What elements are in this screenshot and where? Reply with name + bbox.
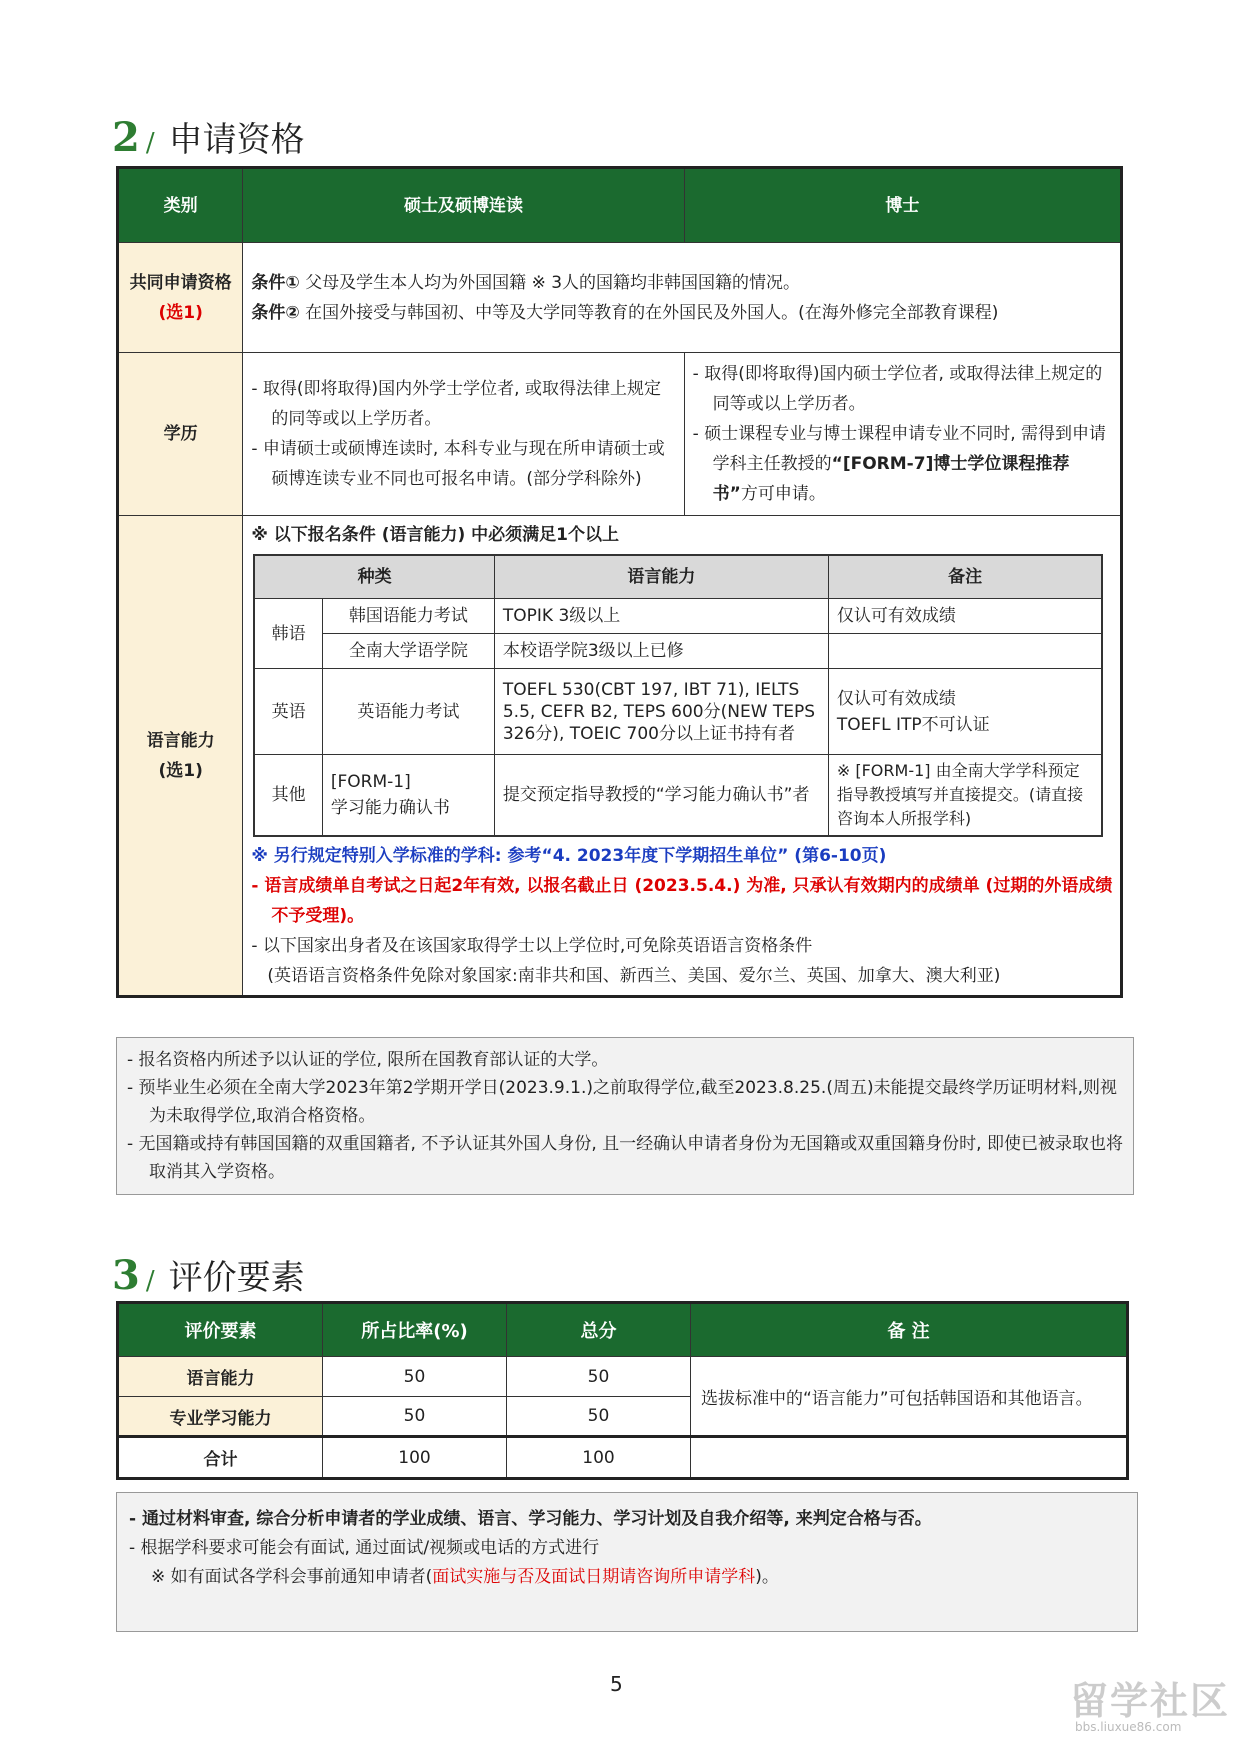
form-1-code: [FORM-1] [330, 772, 411, 792]
table-row [254, 634, 1102, 669]
list-item [693, 419, 1112, 509]
cell-ability: 本校语学院3级以上已修 [494, 634, 828, 669]
cell-type: 英语能力考试 [322, 669, 494, 755]
form-1-name: 学习能力确认书 [330, 798, 450, 818]
list-item: - 取得(即将取得)国内硕士学位者, 或取得法律上规定的同等或以上学历者。 [692, 364, 1103, 414]
page-number: 5 [610, 1672, 623, 1696]
list-item: - 预毕业生必须在全南大学2023年第2学期开学日(2023.9.1.)之前取得学位,截至2023.8.25.(周五)未能提交最终学历证明材料,则视为未取得学位,取消合格资格。 [127, 1078, 1117, 1126]
education-master [243, 353, 684, 516]
education-label: 学历 [118, 353, 243, 516]
section-number: 3 [112, 1252, 140, 1299]
exemption-note: - 以下国家出身者及在该国家取得学士以上学位时,可免除英语语言资格条件 [251, 936, 813, 956]
total-remark [691, 1437, 1128, 1479]
row-label-sub: (选1) [158, 302, 203, 323]
eval-ratio: 50 [323, 1357, 507, 1397]
common-eligibility-content [243, 243, 1122, 353]
table-row [254, 599, 1102, 634]
header-phd: 博士 [684, 168, 1121, 243]
education-phd [684, 353, 1121, 516]
eligibility-table [116, 166, 1123, 998]
eval-score: 50 [507, 1397, 691, 1437]
inner-header-type: 种类 [254, 555, 494, 599]
total-score: 100 [507, 1437, 691, 1479]
language-requirements-table [253, 554, 1103, 837]
inner-header-ability: 语言能力 [494, 555, 828, 599]
row-label: 语言能力 [146, 730, 215, 751]
total-label: 合计 [118, 1437, 323, 1479]
list-item: - 无国籍或持有韩国国籍的双重国籍者, 不予认证其外国人身份, 且一经确认申请者身份为无国籍或双重国籍身份时, 即使已被录取也将取消其入学资格。 [127, 1134, 1123, 1182]
section-number: 2 [112, 114, 140, 161]
cell-type [322, 755, 494, 837]
cell-type: 全南大学语学院 [322, 634, 494, 669]
header-category: 类别 [118, 168, 243, 243]
language-label [118, 516, 243, 997]
table-row [254, 755, 1102, 837]
section-title-text: 评价要素 [168, 1258, 305, 1298]
eval-item: 专业学习能力 [118, 1397, 323, 1437]
note-line: 仅认可有效成绩 [836, 688, 956, 709]
total-ratio: 100 [323, 1437, 507, 1479]
exemption-countries: (英语语言资格条件免除对象国家:南非共和国、新西兰、美国、爱尔兰、英国、加拿大、澳大利亚) [267, 966, 1001, 986]
table-row [118, 1357, 1128, 1397]
special-admission-note: ※ 另行规定特别入学标准的学科: 参考“4. 2023年度下学期招生单位” (第6-10页) [251, 846, 887, 866]
condition-text: 在国外接受与韩国初、中等及大学同等教育的在外国民及外国人。(在海外修完全部教育课程) [299, 302, 999, 323]
condition-key: 条件① [251, 272, 300, 293]
eval-item: 语言能力 [118, 1357, 323, 1397]
header-ratio: 所占比率(%) [323, 1303, 507, 1357]
section-slash: / [145, 1266, 155, 1296]
table-header-row [118, 1303, 1128, 1357]
list-item: - 申请硕士或硕博连读时, 本科专业与现在所申请硕士或硕博连读专业不同也可报名申请。(部分学科除外) [251, 439, 665, 489]
list-item [129, 1563, 1131, 1592]
header-item: 评价要素 [118, 1303, 323, 1357]
total-row [118, 1437, 1128, 1479]
english-label: 英语 [254, 669, 322, 755]
cell-type: 韩国语能力考试 [322, 599, 494, 634]
score-validity-note: - 语言成绩单自考试之日起2年有效, 以报名截止日 (2023.5.4.) 为准, 只承认有效期内的成绩单 (过期的外语成绩不予受理)。 [251, 876, 1113, 926]
common-eligibility-row [118, 243, 1122, 353]
eval-score: 50 [507, 1357, 691, 1397]
condition-text: 父母及学生本人均为外国国籍 ※ 3人的国籍均非韩国国籍的情况。 [299, 272, 801, 293]
list-item: - 通过材料审查, 综合分析申请者的学业成绩、语言、学习能力、学习计划及自我介绍等, 来判定合格与否。 [129, 1509, 932, 1529]
condition-2 [251, 298, 1112, 328]
cell-note: ※ [FORM-1] 由全南大学学科预定指导教授填写并直接提交。(请直接咨询本人所报学科) [828, 755, 1102, 837]
eval-ratio: 50 [323, 1397, 507, 1437]
cell-note [828, 634, 1102, 669]
language-intro: ※ 以下报名条件 (语言能力) 中必须满足1个以上 [251, 525, 620, 545]
header-score: 总分 [507, 1303, 691, 1357]
cell-ability: 提交预定指导教授的“学习能力确认书”者 [494, 755, 828, 837]
row-label-sub: (选1) [158, 760, 203, 781]
inner-header-row [254, 555, 1102, 599]
cell-note: 仅认可有效成绩 [828, 599, 1102, 634]
korean-label: 韩语 [254, 599, 322, 669]
eligibility-notes-box [116, 1037, 1134, 1195]
evaluation-table [116, 1301, 1129, 1480]
row-label: 共同申请资格 [129, 272, 232, 293]
section-slash: / [145, 128, 155, 158]
inner-header-note: 备注 [828, 555, 1102, 599]
other-label: 其他 [254, 755, 322, 837]
cell-ability: TOPIK 3级以上 [494, 599, 828, 634]
text: - 硕士课程专业与博士课程申请专业不同时, 需得到申请学科主任教授的 [692, 424, 1107, 474]
text: )。 [755, 1567, 779, 1587]
list-item: - 报名资格内所述予以认证的学位, 限所在国教育部认证的大学。 [127, 1050, 609, 1070]
condition-key: 条件② [251, 302, 300, 323]
header-master: 硕士及硕博连读 [243, 168, 684, 243]
language-content [243, 516, 1122, 997]
common-eligibility-label [118, 243, 243, 353]
section-title-text: 申请资格 [168, 120, 305, 160]
eval-remark: 选拔标准中的“语言能力”可包括韩国语和其他语言。 [691, 1357, 1128, 1437]
language-row [118, 516, 1122, 997]
cell-note [828, 669, 1102, 755]
list-item: - 根据学科要求可能会有面试, 通过面试/视频或电话的方式进行 [129, 1538, 600, 1558]
interview-inquiry-note: 面试实施与否及面试日期请咨询所申请学科 [432, 1567, 756, 1587]
section-3-title [112, 1250, 305, 1299]
evaluation-notes-box [116, 1492, 1138, 1632]
cell-ability: TOEFL 530(CBT 197, IBT 71), IELTS 5.5, CEFR B2, TEPS 600分(NEW TEPS 326分), TOEIC 700分以上证书持有者 [494, 669, 828, 755]
education-row [118, 353, 1122, 516]
text: 方可申请。 [740, 484, 826, 504]
table-header-row [118, 168, 1122, 243]
note-line: TOEFL ITP不可认证 [836, 714, 990, 735]
header-remark: 备 注 [691, 1303, 1128, 1357]
watermark-url: bbs.liuxue86.com [1075, 1720, 1182, 1734]
watermark-logo: 留学社区 [1070, 1679, 1231, 1723]
form-7-reference: “[FORM-7]博士学位课程推荐书” [712, 454, 1070, 504]
section-2-title [112, 112, 305, 161]
table-row [254, 669, 1102, 755]
condition-1 [251, 268, 1112, 298]
list-item: - 取得(即将取得)国内外学士学位者, 或取得法律上规定的同等或以上学历者。 [251, 379, 661, 429]
text: ※ 如有面试各学科会事前通知申请者( [151, 1567, 433, 1587]
